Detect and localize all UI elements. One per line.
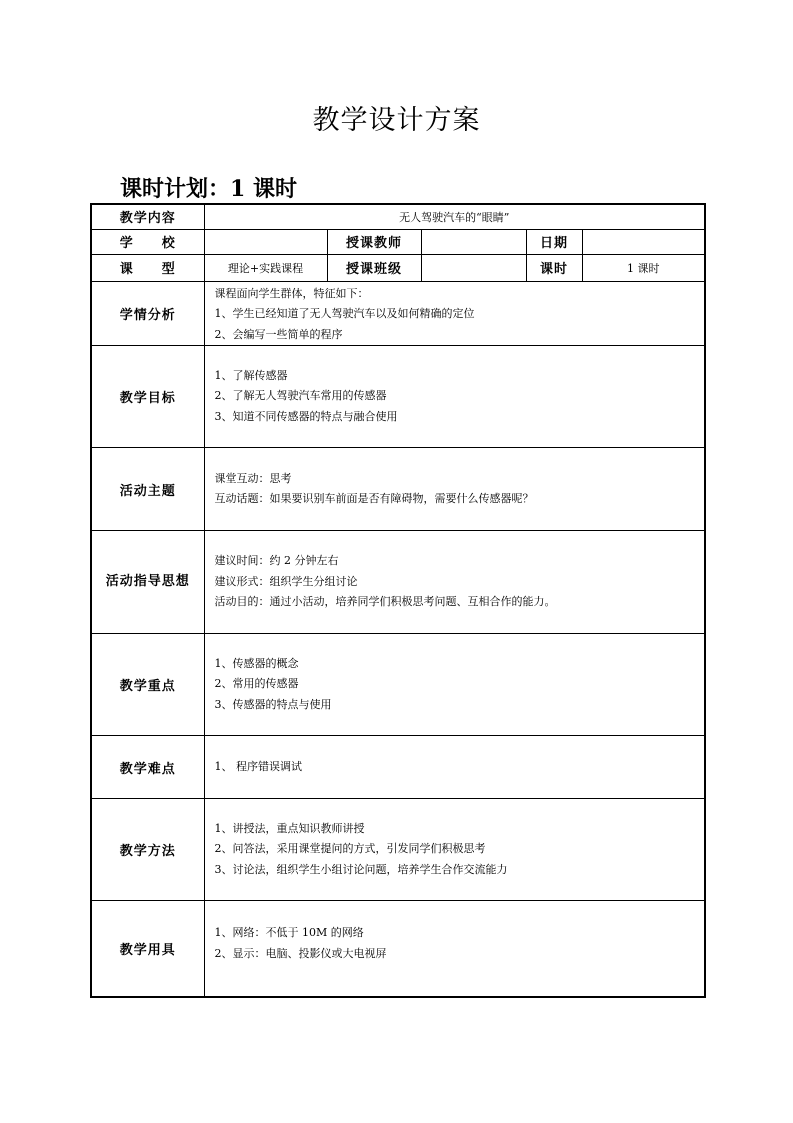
content-line: 1、传感器的概念 [214,656,299,670]
content-value: 无人驾驶汽车的“眼睛” [204,204,705,229]
school-value [204,229,327,254]
content-line: 1、了解传感器 [214,368,288,382]
content-line: 3、知道不同传感器的特点与融合使用 [214,409,398,423]
hours-label: 课时 [526,254,582,281]
content-line: 建议时间：约 2 分钟左右 [214,554,339,568]
row-school [91,229,705,254]
content-line: 2、问答法，采用课堂提问的方式，引发同学们积极思考 [214,842,486,856]
section-label: 教学重点 [91,634,204,736]
date-value [582,229,705,254]
section-content [204,531,705,634]
section-content [204,281,705,346]
section-label: 教学方法 [91,799,204,901]
content-label: 教学内容 [91,204,204,229]
type-value: 理论+实践课程 [204,254,327,281]
section-label: 活动指导思想 [91,531,204,634]
content-line: 3、传感器的特点与使用 [214,697,332,711]
content-line: 2、会编写一些简单的程序 [214,327,343,341]
section-content [204,901,705,997]
content-line: 1、学生已经知道了无人驾驶汽车以及如何精确的定位 [214,307,475,320]
class-label: 授课班级 [327,254,421,281]
teacher-value [421,229,526,254]
row-teaching-goals [91,346,705,448]
lesson-hours-heading: 课时计划：1 课时 [120,176,297,202]
row-student-analysis [91,281,705,346]
content-line: 3、讨论法，组织学生小组讨论问题，培养学生合作交流能力 [214,862,508,876]
row-teaching-tools [91,901,705,997]
row-type [91,254,705,281]
section-label: 教学用具 [91,901,204,997]
row-content [91,204,705,229]
content-line: 活动目的：通过小活动，培养同学们积极思考问题、互相合作的能力。 [214,595,556,609]
section-label: 教学目标 [91,346,204,448]
row-activity-theme [91,448,705,531]
content-line: 1、 程序错误调试 [214,759,302,773]
content-line: 建议形式：组织学生分组讨论 [214,574,358,588]
class-value [421,254,526,281]
content-line: 课程面向学生群体，特征如下： [214,286,369,300]
teacher-label: 授课教师 [327,229,421,254]
row-key-points [91,634,705,736]
section-content [204,634,705,736]
date-label: 日期 [526,229,582,254]
section-content [204,799,705,901]
lesson-plan-table [90,203,706,998]
school-label: 学 校 [91,229,204,254]
row-activity-guidance [91,531,705,634]
hours-value: 1 课时 [582,254,705,281]
section-label: 活动主题 [91,448,204,531]
section-label: 学情分析 [91,281,204,346]
content-line: 1、网络：不低于 10M 的网络 [214,926,364,939]
section-content [204,448,705,531]
section-content [204,736,705,799]
section-content [204,346,705,448]
row-teaching-methods [91,799,705,901]
content-line: 课堂互动：思考 [214,471,292,485]
content-line: 互动话题：如果要识别车前面是否有障碍物，需要什么传感器呢？ [214,492,534,505]
row-difficult-points [91,736,705,799]
content-line: 2、常用的传感器 [214,677,299,691]
document-title: 教学设计方案 [312,105,481,136]
section-label: 教学难点 [91,736,204,799]
content-line: 1、讲授法，重点知识教师讲授 [214,821,365,835]
type-label: 课 型 [91,254,204,281]
content-line: 2、了解无人驾驶汽车常用的传感器 [214,389,387,403]
content-line: 2、显示：电脑、投影仪或大电视屏 [214,946,387,960]
